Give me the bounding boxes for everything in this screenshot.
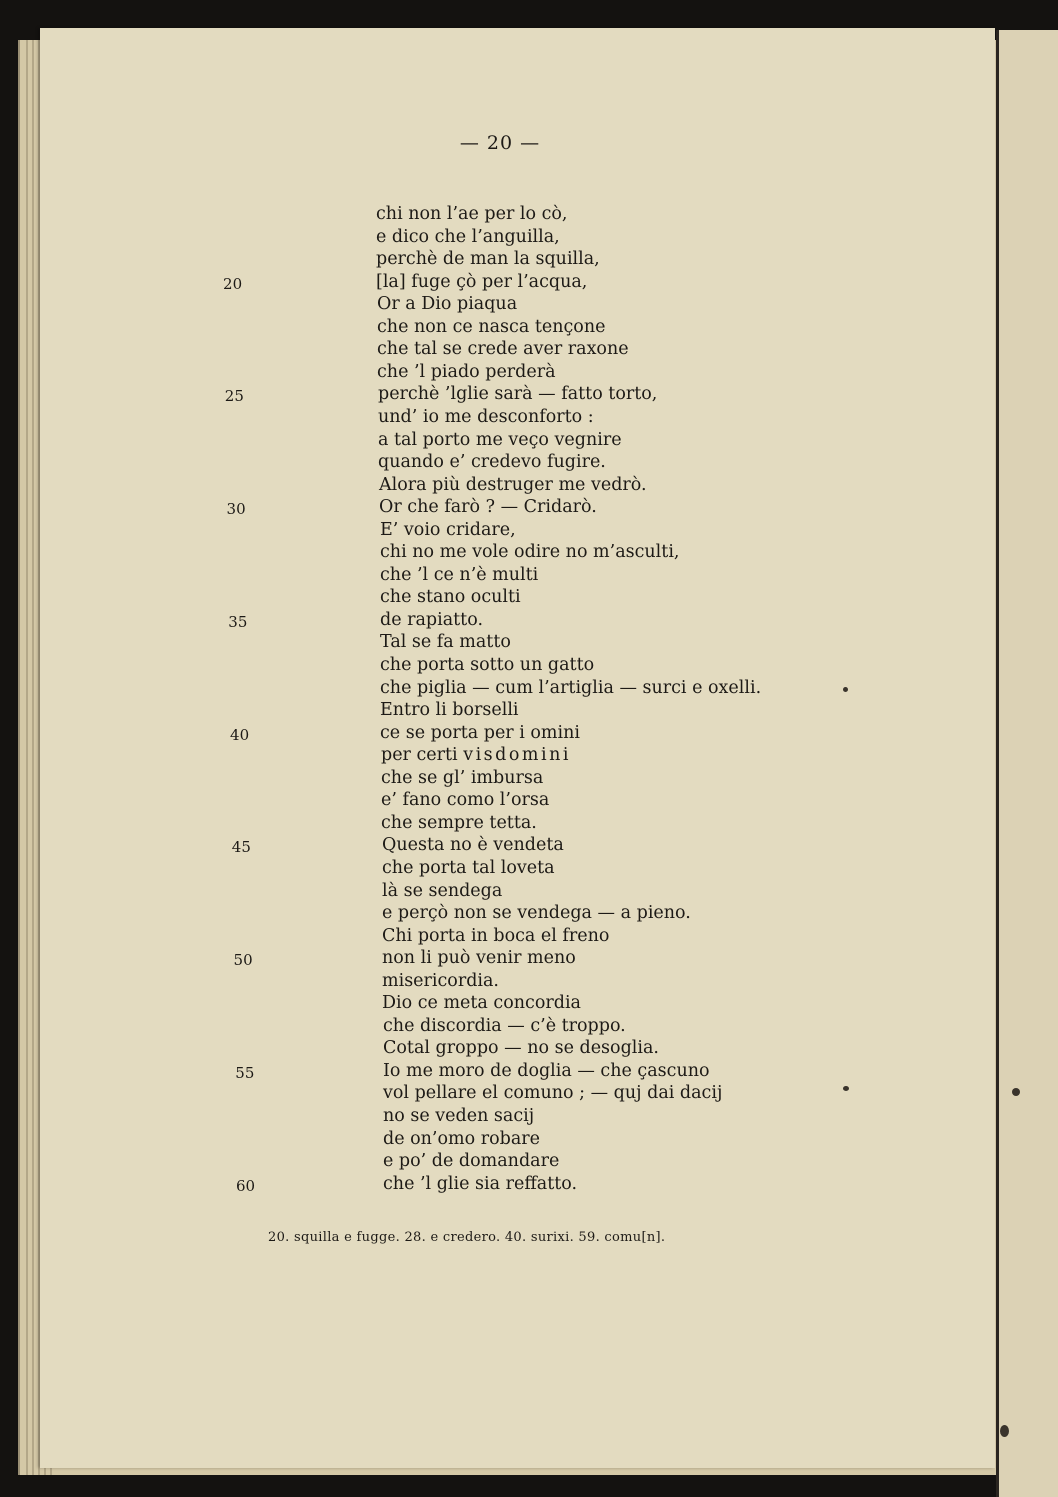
page-number-header: — 20 — xyxy=(459,132,541,154)
page-edge xyxy=(32,40,34,1475)
poem-line: che stano oculti xyxy=(380,587,521,608)
poem-line: che non ce nasca tençone xyxy=(377,316,606,337)
line-number: 55 xyxy=(235,1063,255,1082)
ink-speck xyxy=(843,1086,849,1091)
line-number: 60 xyxy=(236,1176,256,1195)
line-number: 50 xyxy=(233,951,253,970)
poem-line: Questa no è vendeta xyxy=(382,835,564,856)
poem-line: che ’l piado perderà xyxy=(377,361,556,382)
poem-line: und’ io me desconforto : xyxy=(378,406,594,427)
line-number: 40 xyxy=(230,725,250,744)
poem-line: che sempre tetta. xyxy=(381,812,537,833)
poem-line: e perçò non se vendega — a pieno. xyxy=(382,903,691,924)
poem-line: che se gl’ imbursa xyxy=(381,767,544,788)
poem-line: ce se porta per i omini xyxy=(380,722,580,743)
poem-line: Or che farò ? — Cridarò. xyxy=(379,497,597,518)
poem-line: e’ fano como l’orsa xyxy=(381,790,550,811)
footnotes: 20. squilla e fugge. 28. e credero. 40. surixi. 59. comu[n]. xyxy=(268,1230,666,1245)
line-number: 35 xyxy=(228,612,248,631)
line-number: 45 xyxy=(231,838,251,857)
line-number: 25 xyxy=(224,387,244,406)
ink-speck xyxy=(1000,1425,1009,1437)
poem-line: Tal se fa matto xyxy=(380,632,511,653)
poem-line: Entro li borselli xyxy=(380,700,519,721)
poem-line: vol pellare el comuno ; — quj dai dacij xyxy=(383,1083,723,1104)
poem-line: che ’l glie sia reffatto. xyxy=(383,1173,578,1194)
poem-line: a tal porto me veço vegnire xyxy=(378,429,622,450)
poem-line: e dico che l’anguilla, xyxy=(376,226,560,247)
poem-line: de rapiatto. xyxy=(380,609,484,630)
poem-line: no se veden sacij xyxy=(383,1106,535,1126)
poem-line: che tal se crede aver raxone xyxy=(377,339,629,360)
poem-line: perchè de man la squilla, xyxy=(376,249,600,270)
poem-line: Dio ce meta concordia xyxy=(382,993,581,1014)
poem-line: Or a Dio piaqua xyxy=(377,294,518,315)
poem-line: che porta tal loveta xyxy=(382,857,555,878)
page-edge xyxy=(26,40,28,1475)
poem-line: E’ voio cridare, xyxy=(380,519,516,540)
facing-page-edge xyxy=(996,30,1058,1497)
poem-line-text: per certi xyxy=(381,745,464,766)
poem-line: che porta sotto un gatto xyxy=(380,655,595,675)
line-number: 30 xyxy=(226,500,246,519)
poem-line: che piglia — cum l’artiglia — surci e oxelli. xyxy=(380,677,762,698)
poem-line: Alora più destruger me vedrò. xyxy=(379,474,647,495)
poem-line: e po’ de domandare xyxy=(383,1151,560,1172)
poem-line: chi non l’ae per lo cò, xyxy=(376,204,568,224)
poem-line: non li può venir meno xyxy=(382,948,576,969)
ink-speck xyxy=(1012,1088,1020,1096)
poem-line: chi no me vole odire no m’asculti, xyxy=(380,542,680,563)
poem-line: Chi porta in boca el freno xyxy=(382,925,610,946)
poem-line-spaced-word: visdomini xyxy=(463,745,571,766)
poem-line: misericordia. xyxy=(382,970,499,991)
line-number: 20 xyxy=(223,274,243,293)
poem-line: Io me moro de doglia — che çascuno xyxy=(383,1060,710,1081)
ink-speck xyxy=(843,687,848,692)
poem-line xyxy=(381,744,571,766)
poem-line: de on’omo robare xyxy=(383,1128,540,1149)
poem-line: [la] fuge çò per l’acqua, xyxy=(376,271,588,292)
poem-line: perchè ’lglie sarà — fatto torto, xyxy=(378,384,658,405)
poem-line: che ’l ce n’è multi xyxy=(380,564,539,585)
poem-line: là se sendega xyxy=(382,880,503,901)
poem-line: che discordia — c’è troppo. xyxy=(383,1015,626,1036)
poem-line: Cotal groppo — no se desoglia. xyxy=(383,1038,659,1059)
poem-line: quando e’ credevo fugire. xyxy=(378,452,606,473)
